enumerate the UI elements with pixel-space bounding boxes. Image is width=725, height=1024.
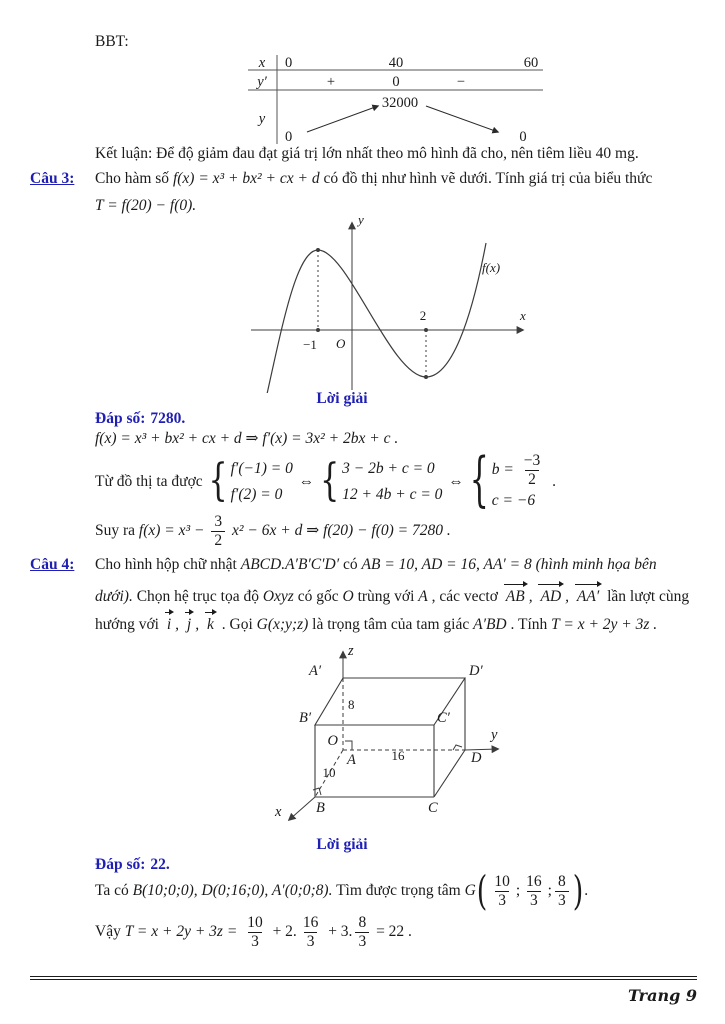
bbt-row-y-label: y	[258, 111, 266, 127]
text-run: có	[339, 556, 362, 573]
iff-symbol: ⇔	[294, 473, 319, 490]
answer-label: Đáp số:	[95, 410, 146, 427]
bbt-title: BBT:	[95, 33, 129, 50]
math-run: f(x) = x³ + bx² + cx + d	[172, 170, 320, 187]
vector-i: i	[165, 614, 173, 636]
q4-box-figure	[268, 642, 513, 832]
q3-label: Câu 3:	[30, 170, 75, 187]
bbt-yprime-minus: −	[456, 74, 466, 90]
fraction	[521, 452, 544, 488]
text-run: ,	[175, 616, 183, 633]
y-axis-label: y	[358, 212, 364, 227]
vertex-Aprime: A′	[308, 663, 321, 679]
bbt-arrow-down	[426, 106, 498, 132]
fraction-denominator: 3	[304, 932, 318, 950]
fraction	[555, 873, 569, 909]
x-axis-label: x	[520, 308, 526, 323]
vector-k: k	[205, 614, 216, 636]
fraction-numerator: 8	[557, 873, 566, 891]
system-row: 3 − 2b + c = 0	[342, 460, 435, 477]
q4-statement-line2	[95, 586, 705, 608]
edge-length-10: 10	[322, 765, 336, 780]
system-row	[492, 452, 546, 488]
fraction-numerator: 10	[494, 873, 510, 891]
math-run: b =	[491, 461, 518, 478]
q3-solution-header: Lời giải	[316, 390, 368, 407]
text-run: có gốc	[293, 588, 343, 605]
math-run: T = x + 2y + 3z .	[551, 616, 658, 633]
z-axis-label: z	[348, 643, 354, 659]
x-axis	[289, 797, 315, 820]
fraction-denominator: 3	[495, 891, 509, 909]
bbt-yprime-plus: +	[326, 74, 336, 90]
fraction	[211, 513, 225, 549]
italic-run: (hình minh họa bên	[535, 556, 657, 573]
vertex-D: D	[471, 750, 482, 766]
vertex-A: A	[347, 752, 356, 768]
fraction	[300, 914, 322, 950]
fraction-numerator: 10	[247, 914, 263, 932]
x-axis-label: x	[275, 804, 282, 820]
fraction-denominator: 3	[527, 891, 541, 909]
tick-label-minus1: −1	[303, 337, 317, 352]
vertex-B: B	[316, 800, 325, 816]
math-run: B(10;0;0), D(0;16;0), A′(0;0;8).	[132, 882, 333, 899]
fraction-denominator: 3	[355, 932, 369, 950]
q4-solution-header: Lời giải	[316, 836, 368, 853]
answer-value: 7280.	[150, 410, 186, 427]
fraction-numerator: 16	[302, 914, 319, 932]
max-point-dot	[316, 248, 320, 252]
text-run: Cho hình hộp chữ nhật	[95, 556, 241, 573]
conclusion-text: Kết luận: Để độ giảm đau đạt giá trị lớn nhất theo mô hình đã cho, nên tiêm liều 40 mg.	[95, 145, 639, 162]
bbt-x-value-0: 0	[285, 55, 293, 71]
bbt-y-peak: 32000	[381, 95, 419, 111]
origin-label: O	[336, 336, 346, 351]
q3-statement-line2: T = f(20) − f(0).	[95, 197, 197, 214]
curve-label: f(x)	[482, 260, 501, 275]
separator: ;	[515, 882, 521, 899]
math-run: + 2.	[268, 923, 297, 940]
bbt-x-value-60: 60	[523, 55, 539, 71]
y-axis-label: y	[491, 727, 498, 743]
q3-answer-line	[95, 408, 185, 430]
vertex-Dprime: D′	[469, 663, 483, 679]
q3-sol-line3	[95, 513, 451, 549]
fraction	[244, 914, 266, 950]
italic-run: dưới).	[95, 588, 133, 605]
text-run: Suy ra	[95, 522, 139, 539]
math-run: A	[418, 588, 428, 605]
lparen-glyph: (	[476, 867, 488, 915]
text-run: lần lượt cùng	[603, 588, 690, 605]
cubic-curve	[267, 243, 486, 393]
fraction	[491, 873, 513, 909]
fraction-denominator: 3	[555, 891, 569, 909]
text-run: .	[548, 473, 556, 490]
q3-sol-line2	[95, 446, 556, 516]
fraction-denominator: 2	[525, 470, 539, 488]
fraction-denominator: 2	[211, 531, 225, 549]
brace-glyph: {	[208, 455, 228, 507]
bbt-arrow-up	[307, 106, 378, 132]
system-row: f′(−1) = 0	[230, 460, 293, 477]
math-run: Oxyz	[262, 588, 294, 605]
q4-statement-line3	[95, 614, 705, 636]
edge-CD	[434, 750, 465, 797]
bbt-row-yprime-label: y′	[257, 74, 267, 90]
answer-label: Đáp số:	[95, 856, 146, 873]
math-run: AB = 10, AD = 16, AA′ = 8	[361, 556, 536, 573]
bbt-row-x-label: x	[258, 55, 266, 71]
math-run: T = x + 2y + 3z =	[124, 923, 242, 940]
axis-dot-minus1	[316, 328, 320, 332]
page-number: Trang 9	[627, 986, 697, 1005]
text-run: ,	[528, 588, 537, 605]
vertex-Cprime: C′	[437, 710, 450, 726]
system-row: f′(2) = 0	[230, 486, 283, 503]
text-run: có đồ thị như hình vẽ dưới. Tính giá trị của biểu thức	[319, 170, 653, 187]
text-run: . Gọi	[217, 616, 257, 633]
footer-rule	[30, 976, 697, 980]
separator: ;	[547, 882, 552, 899]
math-run: G	[464, 882, 476, 899]
text-run: .	[584, 882, 589, 899]
math-run: O	[342, 588, 354, 605]
equation-system-2	[320, 455, 443, 507]
equation-system-1	[208, 455, 293, 507]
edge-length-16: 16	[391, 748, 405, 763]
q4-statement-line1	[95, 554, 705, 576]
equation-system-3	[469, 446, 547, 516]
text-run: Cho hàm số	[95, 170, 173, 187]
system-row: 12 + 4b + c = 0	[342, 486, 443, 503]
rparen-glyph: )	[572, 867, 584, 915]
vector-j: j	[185, 614, 193, 636]
system-row: c = −6	[491, 491, 536, 509]
brace-glyph: {	[320, 455, 340, 507]
vertex-C: C	[428, 800, 438, 816]
fraction-numerator: 3	[214, 513, 223, 531]
vertex-Bprime: B′	[298, 710, 311, 726]
tick-label-2: 2	[419, 308, 427, 323]
bbt-yprime-zero: 0	[392, 74, 400, 90]
fraction-denominator: 3	[248, 932, 262, 950]
text-run: Vậy	[95, 923, 125, 940]
text-run: hướng với	[95, 616, 163, 633]
origin-label: O	[327, 733, 338, 749]
vector-AD: AD	[538, 586, 563, 608]
text-run: là trọng tâm của tam giác	[308, 616, 474, 633]
text-run: ,	[565, 588, 573, 605]
text-run: ,	[195, 616, 203, 633]
math-run: x² − 6x + d ⇒ f(20) − f(0) = 7280 .	[228, 522, 451, 539]
math-run: G(x;y;z)	[256, 616, 309, 633]
text-run: Từ đồ thị ta được	[95, 473, 207, 490]
q3-cubic-graph-figure	[233, 207, 533, 393]
y-axis	[465, 749, 498, 750]
answer-value: 22.	[150, 856, 170, 873]
fraction	[355, 914, 369, 950]
fraction-numerator: −3	[523, 452, 541, 470]
math-run: + 3.	[324, 923, 353, 940]
text-run: Chọn hệ trục tọa độ	[132, 588, 263, 605]
bbt-variation-table	[248, 53, 543, 145]
vector-AB: AB	[504, 586, 527, 608]
q4-label: Câu 4:	[30, 556, 75, 573]
bbt-y-end: 0	[519, 129, 527, 145]
bbt-y-start: 0	[285, 129, 293, 145]
fraction-numerator: 16	[526, 873, 542, 891]
text-run: trùng với	[353, 588, 419, 605]
math-run: A′BD	[473, 616, 507, 633]
math-run: ABCD.A′B′C′D′	[240, 556, 340, 573]
right-angle-at-A	[345, 741, 352, 750]
q3-sol-line1: f(x) = x³ + bx² + cx + d ⇒ f′(x) = 3x² + 2bx + c .	[95, 430, 399, 447]
text-run: Ta có	[95, 882, 133, 899]
right-angle-at-D	[453, 745, 462, 750]
axis-dot-2	[424, 328, 428, 332]
edge-length-8: 8	[348, 697, 355, 712]
bbt-x-value-40: 40	[388, 55, 404, 71]
brace-glyph: {	[469, 446, 489, 516]
q3-statement-line1	[95, 168, 695, 190]
fraction-numerator: 8	[358, 914, 367, 932]
text-run: Tìm được trọng tâm	[332, 882, 465, 899]
text-run: . Tính	[506, 616, 552, 633]
fraction	[523, 873, 545, 909]
math-run: f(x) = x³ −	[138, 522, 209, 539]
vector-AAprime: AA′	[575, 586, 601, 608]
q4-sol-line2	[95, 912, 412, 952]
text-run: , các vectơ	[427, 588, 502, 605]
q4-sol-line1	[95, 867, 589, 915]
math-run: = 22 .	[372, 923, 412, 940]
min-point-dot	[424, 375, 428, 379]
iff-symbol: ⇔	[444, 473, 468, 490]
